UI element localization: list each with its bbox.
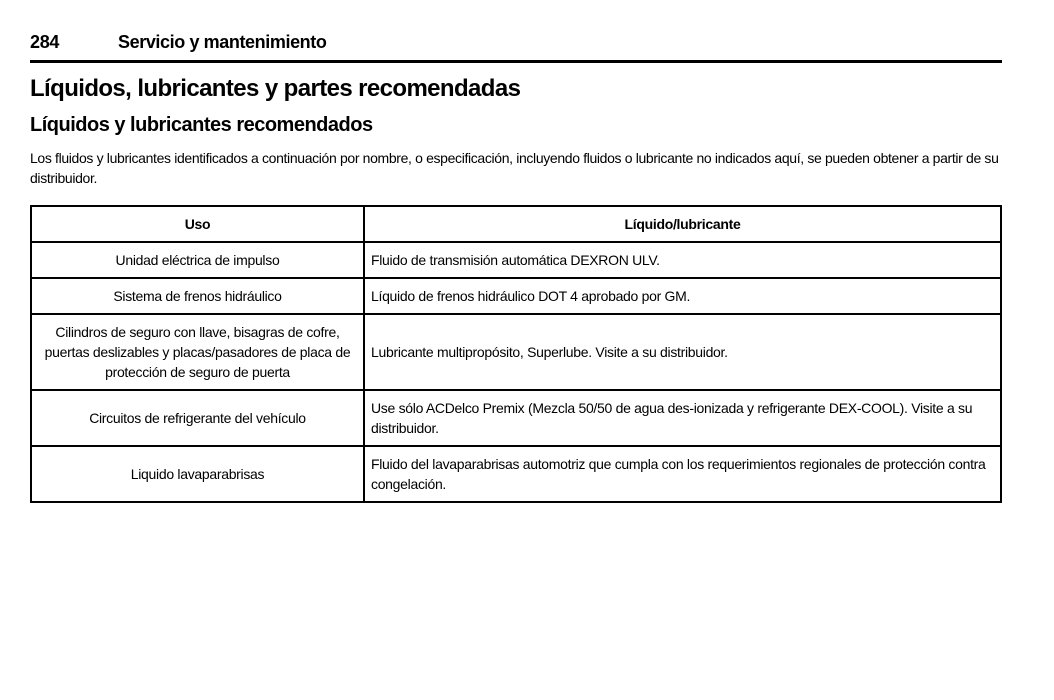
cell-liquido: Fluido de transmisión automática DEXRON ULV. — [364, 242, 1001, 278]
page-header — [30, 29, 1002, 63]
subsection-title: Líquidos y lubricantes recomendados — [30, 114, 373, 136]
cell-liquido: Líquido de frenos hidráulico DOT 4 aprobado por GM. — [364, 278, 1001, 314]
cell-uso: Cilindros de seguro con llave, bisagras de cofre, puertas deslizables y placas/pasadores de placa de protección de seguro de puerta — [31, 314, 364, 390]
cell-uso: Circuitos de refrigerante del vehículo — [31, 390, 364, 446]
cell-uso: Unidad eléctrica de impulso — [31, 242, 364, 278]
cell-uso: Liquido lavaparabrisas — [31, 446, 364, 502]
table-row — [31, 278, 1001, 314]
table-row — [31, 390, 1001, 446]
column-header-uso: Uso — [31, 206, 364, 242]
intro-paragraph: Los fluidos y lubricantes identificados a continuación por nombre, o especificación, incluyendo fluidos o lubricante no indicados aquí, se pueden obtener a partir de su distribuidor. — [30, 150, 999, 186]
running-section-title: Servicio y mantenimiento — [118, 32, 327, 52]
cell-liquido: Fluido del lavaparabrisas automotriz que cumpla con los requerimientos regionales de protección contra congelación. — [364, 446, 1001, 502]
page-title: Líquidos, lubricantes y partes recomendadas — [30, 75, 521, 102]
cell-liquido: Use sólo ACDelco Premix (Mezcla 50/50 de agua des-ionizada y refrigerante DEX-COOL). Visite a su distribuidor. — [364, 390, 1001, 446]
table-row — [31, 446, 1001, 502]
fluids-table — [30, 205, 1002, 503]
cell-liquido: Lubricante multipropósito, Superlube. Visite a su distribuidor. — [364, 314, 1001, 390]
table-row — [31, 314, 1001, 390]
table-row — [31, 242, 1001, 278]
cell-uso: Sistema de frenos hidráulico — [31, 278, 364, 314]
page-number: 284 — [30, 32, 60, 52]
column-header-liquido: Líquido/lubricante — [364, 206, 1001, 242]
table-header-row — [31, 206, 1001, 242]
